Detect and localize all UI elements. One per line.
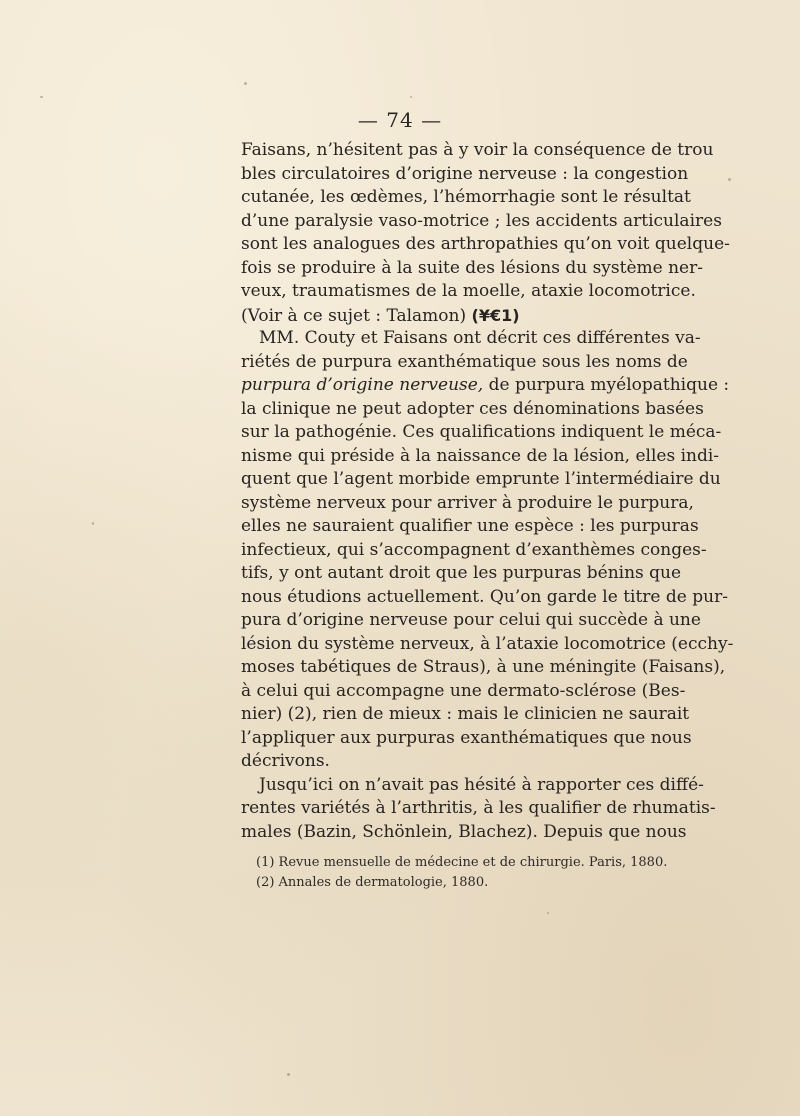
text-line: sont les analogues des arthropathies qu’on voit quelque- [241, 234, 730, 254]
paper-speck [410, 96, 412, 98]
text-line: à celui qui accompagne une dermato-sclérose (Bes- [241, 680, 686, 701]
text-line: riétés de purpura exanthématique sous les noms de [241, 351, 688, 372]
text-line: males (Bazin, Schönlein, Blachez). Depuis que nous [241, 821, 687, 842]
footnote: (1) Revue mensuelle de médecine et de chirurgie. Paris, 1880. [256, 855, 668, 870]
text-line: quent que l’agent morbide emprunte l’intermédiaire du [241, 469, 721, 489]
text-line: nous étudions actuellement. Qu’on garde le titre de pur- [241, 586, 728, 607]
text-line [241, 374, 730, 398]
text-line: l’appliquer aux purpuras exanthématiques que nous [241, 727, 692, 748]
text-line: MM. Couty et Faisans ont décrit ces différentes va- [259, 328, 701, 348]
footnotes [256, 853, 676, 893]
text-line: système nerveux pour arriver à produire le purpura, [241, 492, 694, 513]
text-line: veux, traumatismes de la moelle, ataxie locomotrice. [241, 281, 696, 301]
paper-speck [244, 82, 247, 85]
text-line: infectieux, qui s’accompagnent d’exanthèmes conges- [241, 539, 707, 560]
text-fragment: de purpura myélopathique : [483, 375, 730, 395]
text-line: d’une paralysie vaso-motrice ; les accidents articulaires [241, 210, 722, 231]
text-line: elles ne sauraient qualifier une espèce : les purpuras [241, 516, 699, 536]
text-line: sur la pathogénie. Ces qualifications indiquent le méca- [241, 422, 722, 442]
text-line: pura d’origine nerveuse pour celui qui succède à une [241, 610, 701, 630]
text-line: cutanée, les œdèmes, l’hémorrhagie sont le résultat [241, 187, 691, 207]
text-line: la clinique ne peut adopter ces dénominations basées [241, 398, 704, 419]
text-line: rentes variétés à l’arthritis, à les qualifier de rhumatis- [241, 798, 716, 818]
body-text [241, 139, 734, 844]
handwritten-annotation: (¥€1) [471, 305, 520, 325]
paper-speck [92, 522, 94, 525]
text-line: Faisans, n’hésitent pas à y voir la conséquence de trou [241, 140, 714, 160]
text-line: moses tabétiques de Straus), à une méningite (Faisans), [241, 657, 726, 677]
paper-speck [287, 1073, 290, 1076]
italic-term: purpura d’origine nerveuse, [241, 375, 484, 395]
text-line [241, 304, 679, 328]
text-line: bles circulatoires d’origine nerveuse : la congestion [241, 163, 689, 184]
text-line: nisme qui préside à la naissance de la lésion, elles indi- [241, 445, 720, 466]
text-line: fois se produire à la suite des lésions du système ner- [241, 257, 703, 278]
paper-speck [40, 96, 43, 98]
page-number: — 74 — [357, 108, 443, 132]
text-line: tifs, y ont autant droit que les purpuras bénins que [241, 563, 682, 583]
paper-speck [547, 912, 549, 914]
text-line: Jusqu’ici on n’avait pas hésité à rapporter ces diffé- [259, 774, 704, 795]
text-line: lésion du système nerveux, à l’ataxie locomotrice (ecchy- [241, 633, 734, 654]
paper-speck [728, 178, 731, 181]
text-line: nier) (2), rien de mieux : mais le clinicien ne saurait [241, 704, 690, 724]
text-line: décrivons. [241, 751, 330, 771]
footnote: (2) Annales de dermatologie, 1880. [256, 875, 489, 890]
text-fragment: (Voir à ce sujet : Talamon) [241, 305, 472, 326]
